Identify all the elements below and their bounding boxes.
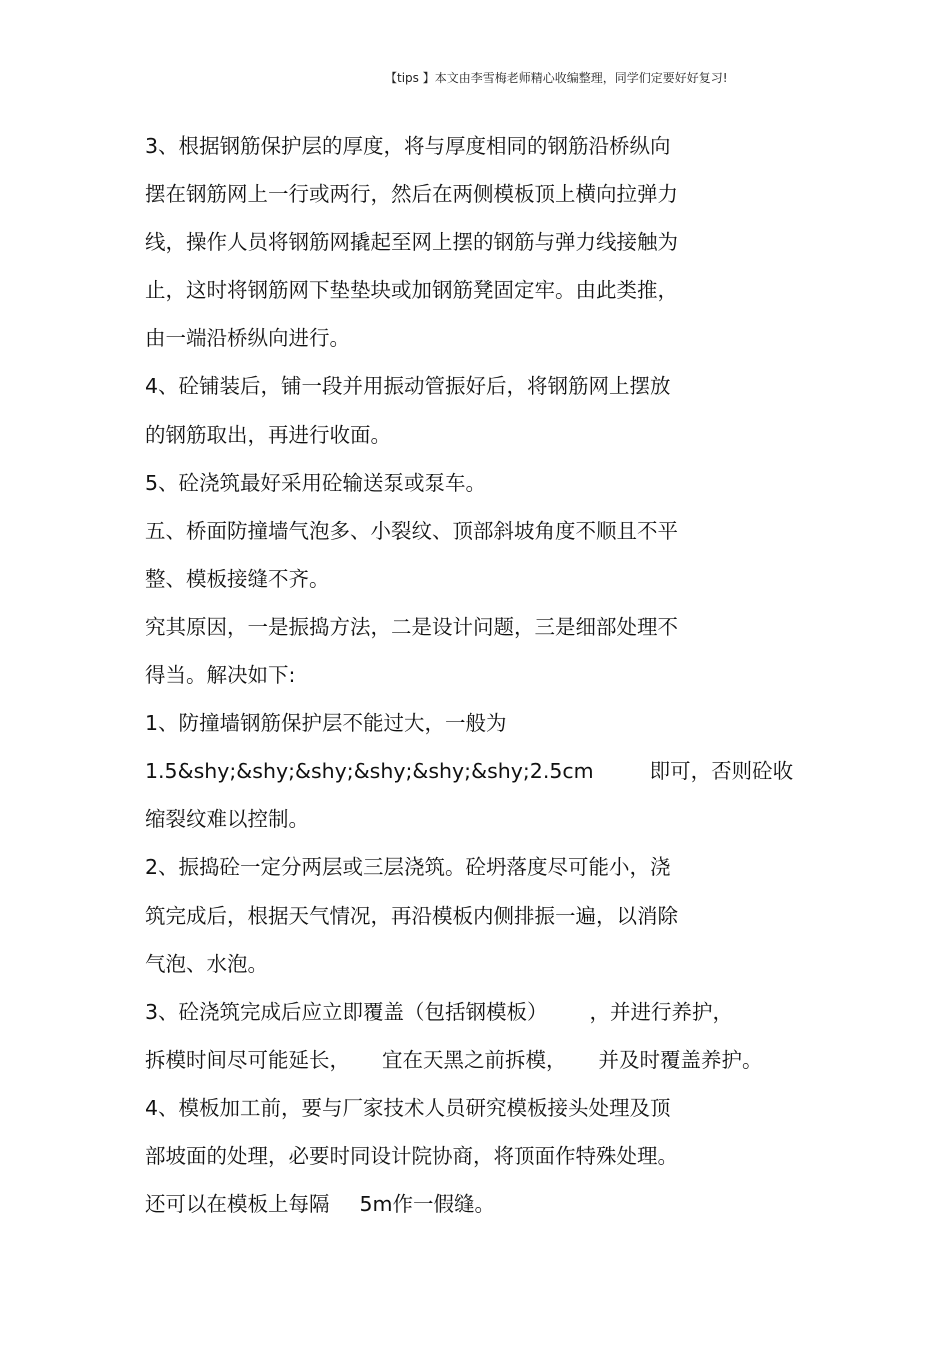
text-line [145,988,845,1036]
document-body [145,122,845,1228]
text-segment: 3、砼浇筑完成后应立即覆盖（包括钢模板） [145,999,548,1024]
text-segment: 1.5&shy;&shy;&shy;&shy;&shy;&shy;2.5cm [145,759,594,784]
text-segment: 拆模时间尽可能延长， [145,1047,350,1072]
section-heading: 五、桥面防撞墙气泡多、小裂纹、顶部斜坡角度不顺且不平 [145,518,678,543]
text-line: 筑完成后，根据天气情况，再沿模板内侧排振一遍，以消除 [145,903,678,928]
header-note: 【tips 】本文由李雪梅老师精心收编整理，同学们定要好好复习! [385,71,728,85]
text-segment: 宜在天黑之前拆模， [382,1047,567,1072]
text-line [145,1036,845,1084]
text-segment: 并及时覆盖养护。 [598,1047,763,1072]
text-segment: 还可以在模板上每隔 [145,1192,330,1217]
text-line: 究其原因，一是振捣方法，二是设计问题，三是细部处理不 [145,614,678,639]
text-line: 1、防撞墙钢筋保护层不能过大，一般为 [145,711,507,736]
text-line: 整、模板接缝不齐。 [145,566,330,591]
text-line [145,747,845,795]
text-line: 气泡、水泡。 [145,951,268,976]
text-line: 缩裂纹难以控制。 [145,807,309,832]
text-line: 2、振捣砼一定分两层或三层浇筑。砼坍落度尽可能小，浇 [145,855,671,880]
text-line: 由一端沿桥纵向进行。 [145,326,350,351]
text-line: 止，这时将钢筋网下垫垫块或加钢筋凳固定牢。由此类推， [145,278,678,303]
text-segment: ，并进行养护， [589,999,734,1024]
text-segment: 5m作一假缝。 [359,1192,496,1217]
text-line: 摆在钢筋网上一行或两行，然后在两侧模板顶上横向拉弹力 [145,182,678,207]
text-line: 部坡面的处理，必要时同设计院协商，将顶面作特殊处理。 [145,1143,678,1168]
text-line: 的钢筋取出，再进行收面。 [145,422,391,447]
text-line: 4、模板加工前，要与厂家技术人员研究模板接头处理及顶 [145,1095,671,1120]
text-line: 得当。解决如下: [145,663,296,688]
text-line: 5、砼浇筑最好采用砼输送泵或泵车。 [145,470,487,495]
text-line: 3、根据钢筋保护层的厚度，将与厚度相同的钢筋沿桥纵向 [145,134,671,158]
text-line: 4、砼铺装后，铺一段并用振动管振好后，将钢筋网上摆放 [145,374,671,399]
text-line [145,1180,845,1228]
text-line: 线，操作人员将钢筋网撬起至网上摆的钢筋与弹力线接触为 [145,230,678,255]
text-segment: 即可，否则砼收 [649,759,794,784]
